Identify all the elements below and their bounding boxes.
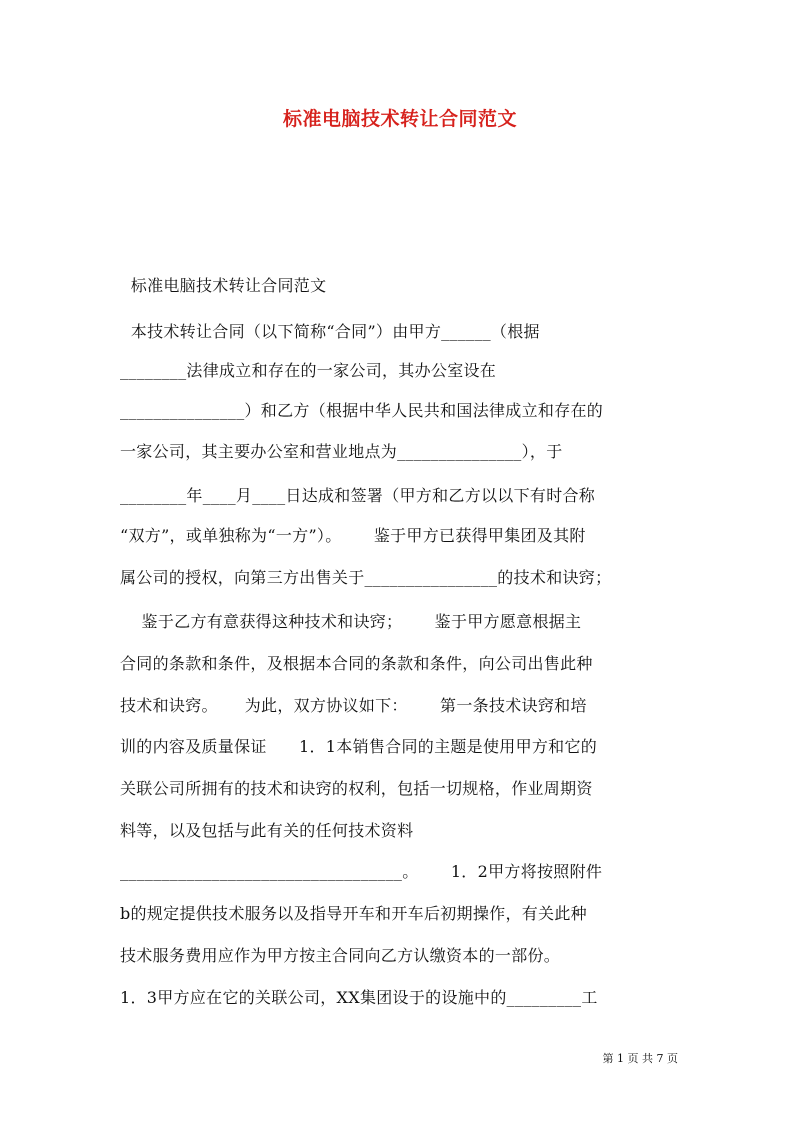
body-line: 合同的条款和条件，及根据本合同的条款和条件，向公司出售此种	[120, 654, 593, 673]
body-line: _______________）和乙方（根据中华人民共和国法律成立和存在的	[120, 401, 604, 420]
body-line: b的规定提供技术服务以及指导开车和开车后初期操作，有关此种	[120, 904, 587, 923]
body-line: ________年____月____日达成和签署（甲方和乙方以以下有时合称	[120, 486, 596, 505]
body-line: 1．3甲方应在它的关联公司，XX集团设于的设施中的_________工	[120, 988, 598, 1007]
body-line: 技术服务费用应作为甲方按主合同向乙方认缴资本的一部份。	[120, 946, 561, 965]
body-line: 一家公司，其主要办公室和营业地点为_______________），于	[120, 442, 563, 461]
document-title: 标准电脑技术转让合同范文	[282, 108, 517, 130]
body-line: 属公司的授权，向第三方出售关于________________的技术和诀窍；	[120, 568, 612, 587]
body-line: 鉴于乙方有意获得这种技术和诀窍； 鉴于甲方愿意根据主	[120, 612, 582, 631]
page-number: 第 1 页 共 7 页	[602, 1052, 678, 1065]
body-line: 料等，以及包括与此有关的任何技术资料	[120, 821, 414, 840]
body-line: 标准电脑技术转让合同范文	[120, 276, 327, 295]
body-line: 训的内容及质量保证 1．1本销售合同的主题是使用甲方和它的	[120, 737, 598, 756]
body-line: 本技术转让合同（以下简称“合同”）由甲方______（根据	[120, 322, 540, 341]
body-line: 技术和诀窍。 为此，双方协议如下： 第一条技术诀窍和培	[120, 696, 587, 715]
body-line: “双方”，或单独称为“一方”）。 鉴于甲方已获得甲集团及其附	[120, 526, 586, 545]
body-line: ________法律成立和存在的一家公司，其办公室设在	[120, 361, 497, 380]
body-line: 关联公司所拥有的技术和诀窍的权利，包括一切规格，作业周期资	[120, 779, 593, 798]
body-line: __________________________________。 1．2甲方将按照附件	[120, 862, 603, 881]
